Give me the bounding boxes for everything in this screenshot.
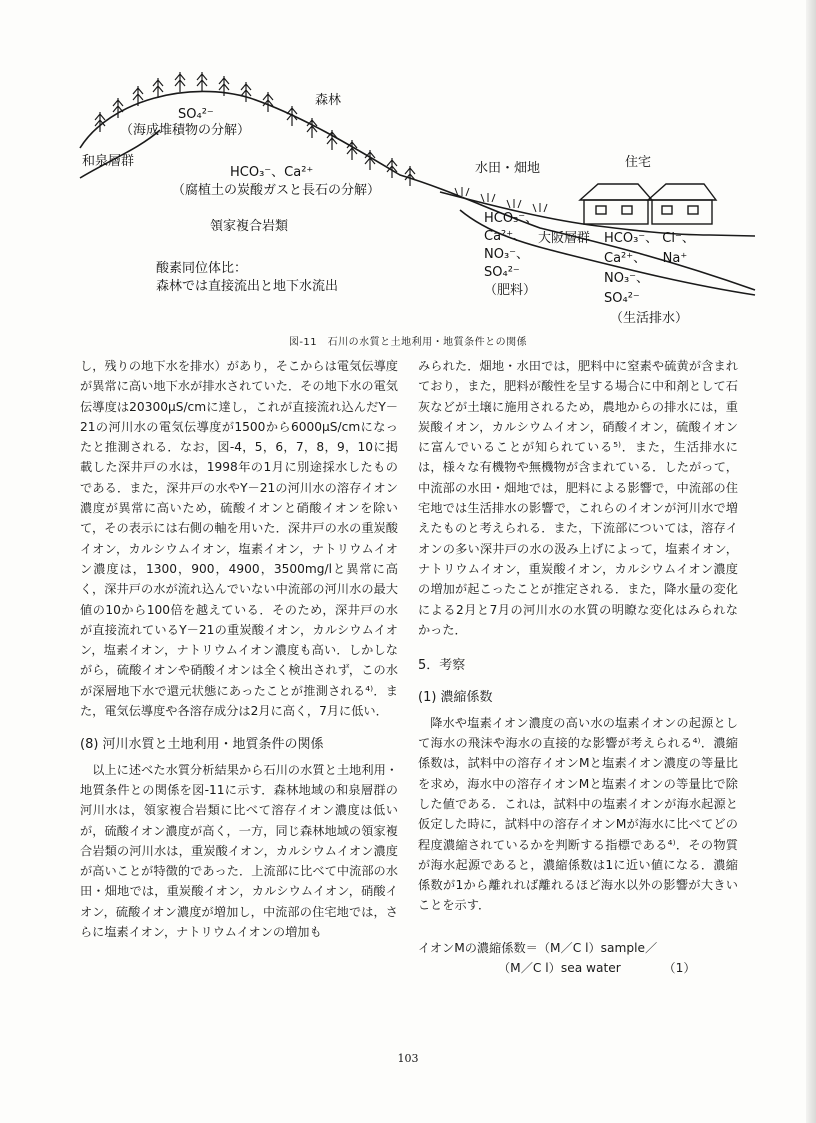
houses [580, 184, 716, 224]
page-edge-shadow [806, 0, 816, 1123]
formula-line-1: イオンMの濃縮係数＝（M／C l）sample／ [418, 940, 658, 955]
left-paragraph-1: し，残りの地下水を排水）があり，そこからは電気伝導度が異常に高い地下水が排水されていた．その地下水の電気伝導度は20300μS/cmに達し，これが直接流れ込んだY－21の河川水の電気伝導度が1500から6000μS/cmになったと推測される．なお，図-4，5，6，7，8，9，10に掲載した深井戸の水は，1998年の1月に別途採水したものである．また，深井戸の水やY－21の河川水の溶存イオン濃度が異常に高いため，硫酸イオンと硝酸イオンを除いて，その表示には右側の軸を用いた．深井戸の水の重炭酸イオン，カルシウムイオン，塩素イオン，ナトリウムイオン濃度は，1300，900，4900，3500mg/lと異常に高く，深井戸の水が流れ込んでいない中流部の河川水の最大値の10から100倍を越えている．そのため，深井戸の水が直接流れているY－21の重炭酸イオン，カルシウムイオン，塩素イオン，ナトリウムイオン濃度も高い．しかしながら，硫酸イオンや硝酸イオンは全く検出されず，この水が深層地下水で還元状態にあったことが推測される⁴⁾．また，電気伝導度や各溶存成分は2月に高く，7月に低い． [80, 359, 398, 719]
left-column [80, 356, 398, 942]
label-marine-sediment: （海成堆積物の分解） [120, 123, 251, 138]
right-paragraph-1: みられた．畑地・水田では，肥料中に窒素や硫黄が含まれており，また，肥料が酸性を呈する場合に中和剤として石灰などが土壌に施用されるため，農地からの排水には，重炭酸イオン，カルシウムイオン，硝酸イオン，硫酸イオンに富んでいることが知られている⁵⁾．また，生活排水には，様々な有機物や無機物が含まれている．したがって，中流部の水田・畑地では，肥料による影響で，中流部の住宅地では生活排水の影響で，これらのイオンが河川水で増えたものと考えられる．また，下流部については，溶存イオンの多い深井戸の水の汲み上げによって，塩素イオン，ナトリウムイオン，重炭酸イオン，カルシウムイオン濃度の増加が起こったことが推定される．また，降水量の変化による2月と7月の河川水の水質の明瞭な変化はみられなかった． [418, 359, 738, 637]
label-izumi-group: 和泉層群 [82, 154, 135, 169]
formula-line-2: （M／C l）sea water （1） [498, 960, 696, 975]
label-so4-forest: SO₄²⁻ [178, 107, 214, 122]
label-humus-decomposition: （腐植土の炭酸ガスと長石の分解） [172, 183, 381, 198]
section-heading-5: 5．考察 [418, 658, 466, 674]
section-heading-8: (8) 河川水質と土地利用・地質条件の関係 [80, 737, 324, 753]
label-residential-ions-3: NO₃⁻、 [604, 271, 650, 286]
label-residential-ions-1: HCO₃⁻、 Cl⁻、 [604, 231, 695, 246]
label-isotope-note: 森林では直接流出と地下水流出 [156, 279, 339, 294]
label-oxygen-isotope: 酸素同位体比： [156, 261, 248, 276]
label-residential-ions-2: Ca²⁺、 Na⁺ [604, 251, 688, 266]
subsection-heading-1: (1) 濃縮係数 [418, 690, 493, 706]
right-column [418, 356, 738, 978]
label-residential-ions-4: SO₄²⁻ [604, 291, 640, 306]
label-fertilizer-ions: HCO₃⁻、 Ca²⁺、 NO₃⁻、 SO₄²⁻ （肥料） [484, 211, 539, 298]
label-ryoke-complex: 領家複合岩類 [210, 219, 289, 234]
left-paragraph-2: 以上に述べた水質分析結果から石川の水質と土地利用・地質条件との関係を図-11に示す．森林地域の和泉層群の河川水は，領家複合岩類に比べて溶存イオン濃度は低いが，硫酸イオン濃度が高く，一方，同じ森林地域の領家複合岩類の河川水は，重炭酸イオン，カルシウムイオン濃度が高いことが特徴的であった．上流部に比べて中流部の水田・畑地では，重炭酸イオン，カルシウムイオン，硝酸イオン，硫酸イオン濃度が増加し，中流部の住宅地では，さらに塩素イオン，ナトリウムイオンの増加も [80, 762, 398, 940]
label-sewage: （生活排水） [610, 311, 689, 326]
label-residential: 住宅 [625, 155, 652, 170]
figure-caption: 図-11 石川の水質と土地利用・地質条件との関係 [288, 337, 528, 348]
right-paragraph-2: 降水や塩素イオン濃度の高い水の塩素イオンの起源として海水の飛沫や海水の直接的な影響が考えられる⁴⁾．濃縮係数は，試料中の溶存イオンMと塩素イオン濃度の等量比を求め，海水中の溶存イオンMと塩素イオンの等量比で除した値である．これは，試料中の塩素イオンが海水起源と仮定した時に，試料中の溶存イオンMが海水に比べてどの程度濃縮されているかを判断する指標である⁴⁾．その物質が海水起源であると，濃縮係数は1に近い値になる．濃縮係数が1から離れれば離れるほど海水以外の影響が大きいことを示す． [418, 715, 738, 913]
figure-11 [70, 60, 760, 345]
label-hco3-ca: HCO₃⁻、Ca²⁺ [230, 165, 314, 180]
page-number: 103 [397, 1052, 419, 1065]
label-paddy-field: 水田・畑地 [475, 161, 541, 176]
label-forest: 森林 [315, 93, 342, 108]
landscape-diagram [70, 60, 760, 345]
label-osaka-group: 大阪層群 [538, 231, 591, 246]
